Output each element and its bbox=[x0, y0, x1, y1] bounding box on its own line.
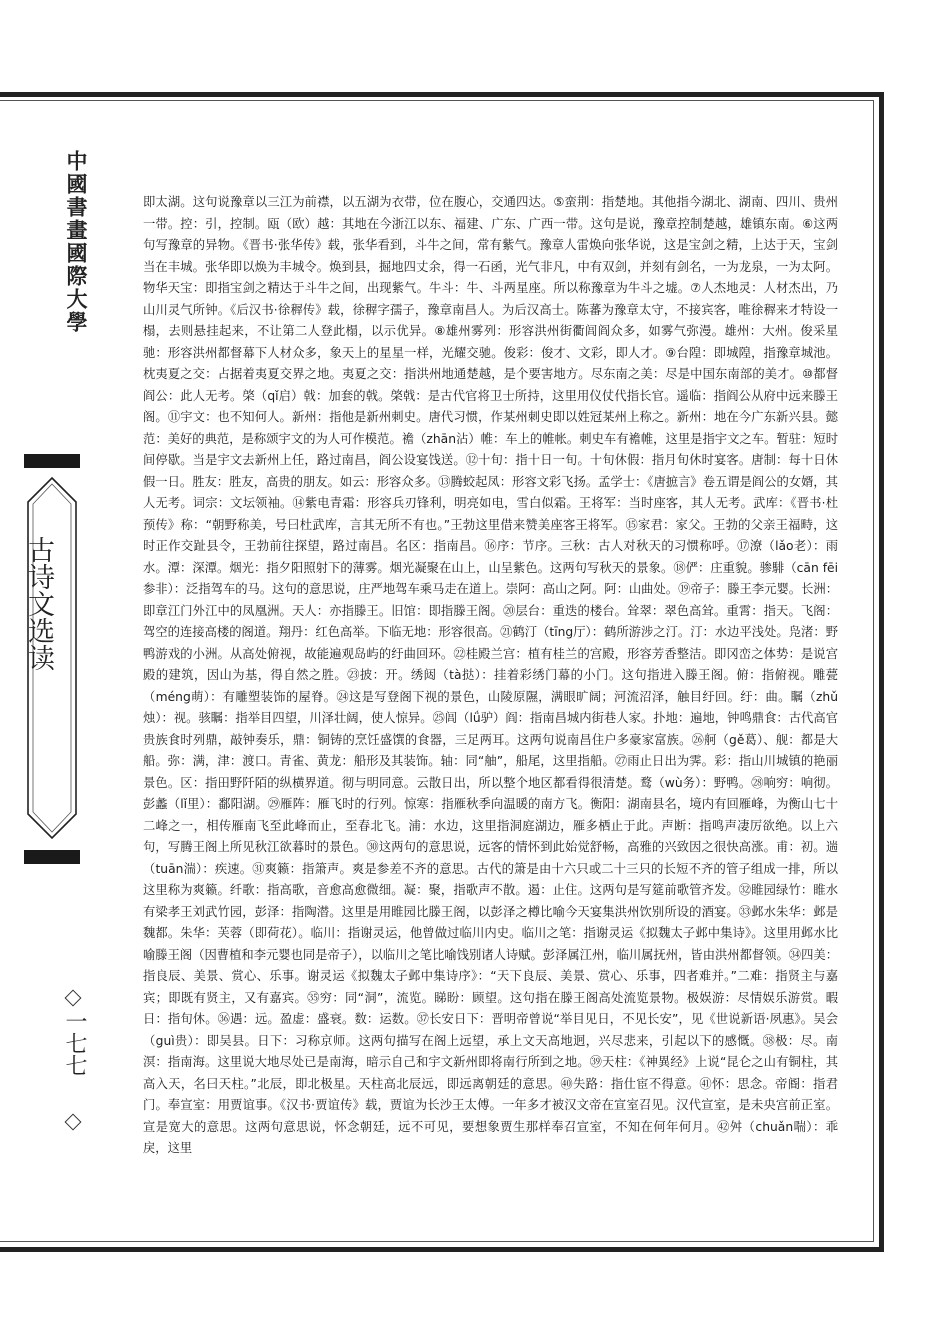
series-title: 中國書畫國際大學 bbox=[64, 150, 89, 334]
title-panel-top-bar bbox=[24, 454, 80, 468]
frame-inner-top-line bbox=[0, 100, 874, 101]
diamond-ornament-top bbox=[65, 990, 82, 1007]
page-number: 一七七 bbox=[62, 1010, 87, 1076]
frame-right-border bbox=[879, 92, 884, 1252]
book-title-panel bbox=[23, 476, 78, 840]
annotation-text: 即太湖。这句说豫章以三江为前襟，以五湖为衣带，位在腹心，交通四达。⑤蛮荆：指楚地。其他指今湖北、湖南、四川、贵州一带。控：引，控制。瓯（欧）越：其地在今浙江以东、福建、广东、广西一带。这句是说，豫章控制楚越，雄镇东南。⑥这两句写豫章的异物。《晋书·张华传》载，张华看到，斗牛之间，常有紫气。豫章人雷焕向张华说，这是宝剑之精，上达于天，宝剑当在丰城。张华即以焕为丰城令。焕到县，掘地四丈余，得一石函，光气非凡，中有双剑，并刻有剑名，一为龙泉，一为太阿。物华天宝：即指宝剑之精达于斗牛之间，出现紫气。牛斗：牛、斗两星座。所以称豫章为牛斗之墟。⑦人杰地灵：人材杰出，乃山川灵气所钟。《后汉书·徐稺传》载，徐稺字孺子，豫章南昌人。为后汉高士。陈蕃为豫章太守，不接宾客，唯徐稺来才特设一榻，去则悬挂起来，不让第二人登此榻，以示优异。⑧雄州雾列：形容洪州街衢闾阎众多，如雾气弥漫。雄州：大州。俊采星驰：形容洪州都督幕下人材众多，象天上的星星一样，光耀交驰。俊彩：俊才、文彩，即人才。⑨台隍：即城隍，指豫章城池。枕夷夏之交：占据着夷夏交界之地。夷夏之交：指洪州地通楚越，是个要害地方。尽东南之美：尽是中国东南部的美才。⑩都督阎公：此人无考。棨（qǐ启）戟：加套的戟。棨戟：是古代官将卫士所持，这里用仪仗代指长官。遥临：指阎公从府中远来滕王阁。⑪宇文：也不知何人。新州：指他是新州刺史。唐代习惯，作某州刺史即以姓冠某州上称之。新州：地在今广东新兴县。懿范：美好的典范，是称颂宇文的为人可作模范。襜（zhān沾）帷：车上的帷帐。刺史车有襜帷，这里是指宇文之车。暂驻：短时间停歇。当是宇文去新州上任，路过南昌，阎公设宴饯送。⑫十旬：指十日一旬。十旬休假：指月旬休时宴客。唐制：每十日休假一日。胜友：胜友，高贵的朋友。如云：形容众多。⑬腾蛟起凤：形容文彩飞扬。孟学士：《唐摭言》卷五谓是阎公的女婿，其人无考。词宗：文坛领袖。⑭紫电青霜：形容兵刃锋利，明亮如电，雪白似霜。王将军：当时座客，其人无考。武库：《晋书·杜预传》称：“朝野称美，号曰杜武库，言其无所不有也。”王勃这里借来赞美座客王将军。⑮家君：家父。王勃的父亲王福畤，这时正作交趾县令，王勃前往探望，路过南昌。名区：指南昌。⑯序：节序。三秋：古人对秋天的习惯称呼。⑰潦（lǎo老）：雨水。潭：深潭。烟光：指夕阳照射下的薄雾。烟光凝聚在山上，山呈紫色。这两句写秋天的景象。⑱俨：庄重貌。骖騑（cān fēi参非）：泛指驾车的马。这句的意思说，庄严地驾车乘马走在道上。崇阿：高山之阿。阿：山曲处。⑲帝子：滕王李元婴。长洲：即章江门外江中的凤凰洲。天人：亦指滕王。旧馆：即指滕王阁。⑳层台：重迭的楼台。耸翠：翠色高耸。重霄：指天。飞阁：驾空的连接高楼的阁道。翔丹：红色高举。下临无地：形容很高。㉑鹤汀（tīng厅）：鹤所游涉之汀。汀：水边平浅处。凫渚：野鸭游戏的小洲。从高处俯视，故能遍观岛屿的纡曲回环。㉒桂殿兰宫：植有桂兰的宫殿，形容芳香整洁。即冈峦之体势：是说宫殿的建筑，因山为基，得自然之胜。㉓披：开。绣闼（tà挞）：挂着彩绣门幕的小门。这句指进入滕王阁。俯：指俯视。雕甍（méng萌）：有雕塑装饰的屋脊。㉔这是写登阁下视的景色，山陵原隰，满眼旷阔；河流沼泽，触目纡回。纡：曲。瞩（zhǔ烛）：视。骇瞩：指举目四望，川泽壮阔，使人惊异。㉕闾（lǘ驴）阎：指南昌城内街巷人家。扑地：遍地，钟鸣鼎食：古代高官贵族食时列鼎，敲钟奏乐，鼎：铜铸的烹饪盛馔的食器，三足两耳。这两句说南昌住户多豪家富族。㉖舸（gě葛）、舰：都是大船。弥：满，津：渡口。青雀、黄龙：船形及其装饰。轴：同“舳”，船尾，这里指船。㉗雨止日出为霁。彩：指山川城镇的艳丽景色。区：指田野阡陌的纵横界道。彻与明同意。云散日出，所以整个地区都看得很清楚。鹜（wù务）：野鸭。㉘响穷：响彻。彭蠡（lǐ里）：鄱阳湖。㉙雁阵：雁飞时的行列。惊寒：指雁秋季向温暖的南方飞。衡阳：湖南县名，境内有回雁峰，为衡山七十二峰之一，相传雁南飞至此峰而止，至春北飞。浦：水边，这里指洞庭湖边，雁多栖止于此。声断：指鸣声凄厉欲绝。以上六句，写腾王阁上所见秋江欲暮时的景色。㉚这两句的意思说，远客的情怀到此始觉舒畅，高雅的兴致因之很快高涨。甫：初。遄（tuān湍）：疾速。㉛爽籁：指箫声。爽是参差不齐的意思。古代的箫是由十六只或二十三只的长短不齐的管子组成一排，所以这里称为爽籁。纤歌：指高歌，音愈高愈微细。凝：聚，指歌声不散。遏：止住。这两句是写筵前歌管齐发。㉜睢园绿竹：睢水有梁孝王刘武竹园，彭泽：指陶潜。这里是用睢园比滕王阁，以彭泽之樽比喻今天宴集洪州饮别所设的酒宴。㉝邺水朱华：邺是魏都。朱华：芙蓉（即荷花）。临川：指谢灵运，他曾做过临川内史。临川之笔：指谢灵运《拟魏太子邺中集诗》。这里用邺水比喻滕王阁（因曹植和李元婴也同是帝子），以临川之笔比喻饯别诸人诗赋。彭泽属江州，临川属抚州，皆由洪州都督领。㉞四美：指良辰、美景、赏心、乐事。谢灵运《拟魏太子邺中集诗序》：“天下良辰、美景、赏心、乐事，四者难并。”二难：指贤主与嘉宾；即既有贤主，又有嘉宾。㉟穷：同“洞”，流览。睇盼：顾望。这句指在滕王阁高处流览景物。极娱游：尽情娱乐游赏。暇日：指旬休。㊱遇：远。盈虚：盛衰。数：运数。㊲长安日下：晋明帝曾说“举目见日，不见长安”，见《世说新语·夙惠》。吴会（guì贵）：即吴县。日下：习称京师。这两句描写在阁上远望，承上文天高地迥，兴尽悲来，引起以下的感慨。㊳极：尽。南溟：指南海。这里说大地尽处已是南海，暗示自己和宇文新州即将南行所到之地。㊴天柱：《神異经》上说“昆仑之山有铜柱，其高入天，名曰天柱。”北辰，即北极星。天柱高北辰远，即远离朝廷的意思。㊵失路：指仕宦不得意。㊶怀：思念。帝阍：指君门。奉宣室：用贾谊事。《汉书·贾谊传》载，贾谊为长沙王太傅。一年多才被汉文帝在宣室召见。汉代宣室，是未央宫前正室。宣是宽大的意思。这两句意思说，怀念朝廷，远不可见，要想象贾生那样奉召宣室，不知在何年何月。㊷舛（chuǎn喘）：乖戾，这里 bbox=[143, 195, 838, 1155]
frame-inner-bottom-line bbox=[0, 1241, 874, 1242]
frame-top-border bbox=[0, 92, 884, 97]
title-panel-bottom-bar bbox=[24, 850, 80, 864]
frame-bottom-border bbox=[0, 1247, 884, 1252]
frame-inner-right-line bbox=[873, 100, 874, 1242]
diamond-ornament-bottom bbox=[65, 1114, 82, 1131]
book-title: 古诗文选读 bbox=[23, 536, 54, 671]
